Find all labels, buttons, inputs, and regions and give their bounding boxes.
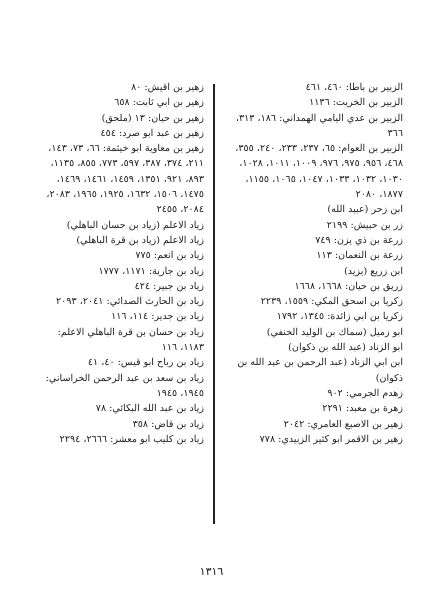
- index-entry: زياد بن جبير: ٤٢٤: [134, 280, 204, 292]
- index-entry: زياد بن قاض: ٣٥٨: [132, 418, 204, 430]
- index-entry: زياد بن جدير: ١١٤، ١١٦: [111, 311, 204, 323]
- index-entry: زياد بن انعم: ٧٧٥: [135, 250, 204, 262]
- index-entry: زهير بن اقيش: ٨٠: [131, 82, 204, 93]
- index-entry: ابو زميل (سماك بن الوليد الحنفي): [266, 326, 403, 338]
- index-entry: زياد بن عبد الله البكائي: ٧٨: [95, 403, 204, 415]
- index-entry: زهير بن ابي ثابت: ٦٥٨: [114, 97, 204, 109]
- index-entry: ابن زريع (يزيد): [344, 265, 403, 277]
- index-entry: زهدم الجرمي: ٩٠٢: [327, 387, 403, 399]
- index-entry: الزبير بن عدي اليامي الهمداني: ١٨٦، ٣١٣، ٣٦٦: [235, 112, 403, 139]
- index-entry: زياد بن سعد بن عبد الرحمن الخراساني: ١٩٤٥، ١٩٤٥: [45, 372, 204, 399]
- index-entry: زرعة بن النعمان: ١١٣: [316, 250, 403, 262]
- index-entry: زياد الاعلم (زياد بن قرة الباهلي): [76, 234, 204, 246]
- index-entry: زهير بن حيان: ١٣ (ملحق): [101, 112, 204, 124]
- index-entry: الزبير بن العوام: ٦٥، ٢٣٧، ٢٣٣، ٢٤٠، ٣٥٥، ٤٦٨، ٩٥٦، ٩٧٥، ٩٧٦، ١٠٠٩، ١٠١١، ١٠٢٨، ١٠٣٠، ١٠٣٢، ١٠٣٣، ١٠٤٧، ١٠٦٥، ١١٥٥، ١٨٧٧، ٢٠٨٠: [235, 143, 403, 201]
- index-entry: ابن زحر (عبيد الله): [327, 204, 403, 216]
- column-divider: [213, 84, 215, 524]
- index-entry: زكريا بن ابي زائدة: ١٣٤٥، ١٧٩٢: [276, 311, 403, 323]
- index-entry: زكريا بن اسحق المكي: ١٥٥٩، ٢٢٣٩: [260, 296, 403, 308]
- index-entry: زهير بن الاصبع العامري: ٢٠٤٢: [283, 418, 403, 430]
- index-entry: زهير بن عبد ابو صرد: ٤٥٤: [100, 127, 204, 139]
- index-entry: زياد بن رباح ابو قيس: ٤٠، ٤١: [87, 357, 204, 369]
- index-entry: زهرة بن معبد: ٢٢٩١: [322, 403, 403, 415]
- index-entry: زرعة بن ذي يزن: ٧٤٩: [315, 234, 403, 246]
- index-entry: زياد بن حسان بن قرة الباهلي الاعلم: ١١٨٣، ١١٦: [57, 326, 204, 354]
- index-entry: زياد بن الحارث الصدائي: ٢٠٤١، ٢٠٩٣: [56, 296, 204, 308]
- index-entry: الزبير بن الخريت: ١١٣٦: [309, 97, 403, 109]
- page-number: ١٣١٦: [199, 565, 224, 578]
- index-entry: ابو الزناد (عبد الله بن ذكوان): [288, 342, 403, 354]
- index-entry: زر بن حبيش: ٢١٩٩: [326, 219, 403, 231]
- index-entry: ابن ابي الزناد (عبد الرحمن بن عبد الله بن ذكوان): [237, 357, 403, 384]
- index-column-left: [36, 80, 204, 447]
- index-entry: زهير بن الاقمر ابو كثير الزبيدي: ٧٧٨: [259, 433, 403, 445]
- index-entry: زياد بن جارية: ١١٧١، ١٧٧٧: [98, 265, 204, 277]
- index-entry: زريق بن حيان: ١٦٦٨، ١٦٦٨: [294, 280, 403, 292]
- index-entry: زياد بن كليب ابو معشر: ٢٦٦٦، ٢٢٩٤: [59, 433, 204, 445]
- index-entry: زهير بن معاوية ابو خيثمة: ٦٦، ٧٣، ١٤٣، ٢١١، ٣٧٤، ٣٨٧، ٥٩٧، ٧٧٣، ٨٥٥، ١١٣٥، ٨٩٣، ٩٢١، ١٣٥١، ١٤٥٩، ١٤٦١، ١٤٦٩، ١٤٧٥، ١٥٠٦، ١٦٣٢، ١٩٢٥، ١٩٦٥، ٢٠٨٣، ٢٠٨٤، ٢٤٥٥: [46, 143, 204, 216]
- index-column-right: [235, 80, 403, 447]
- index-entry: زياد الاعلم (زياد بن حسان الباهلي): [66, 219, 204, 231]
- index-entry: الزبير بن باطا: ٤٦٠، ٤٦١: [305, 82, 403, 93]
